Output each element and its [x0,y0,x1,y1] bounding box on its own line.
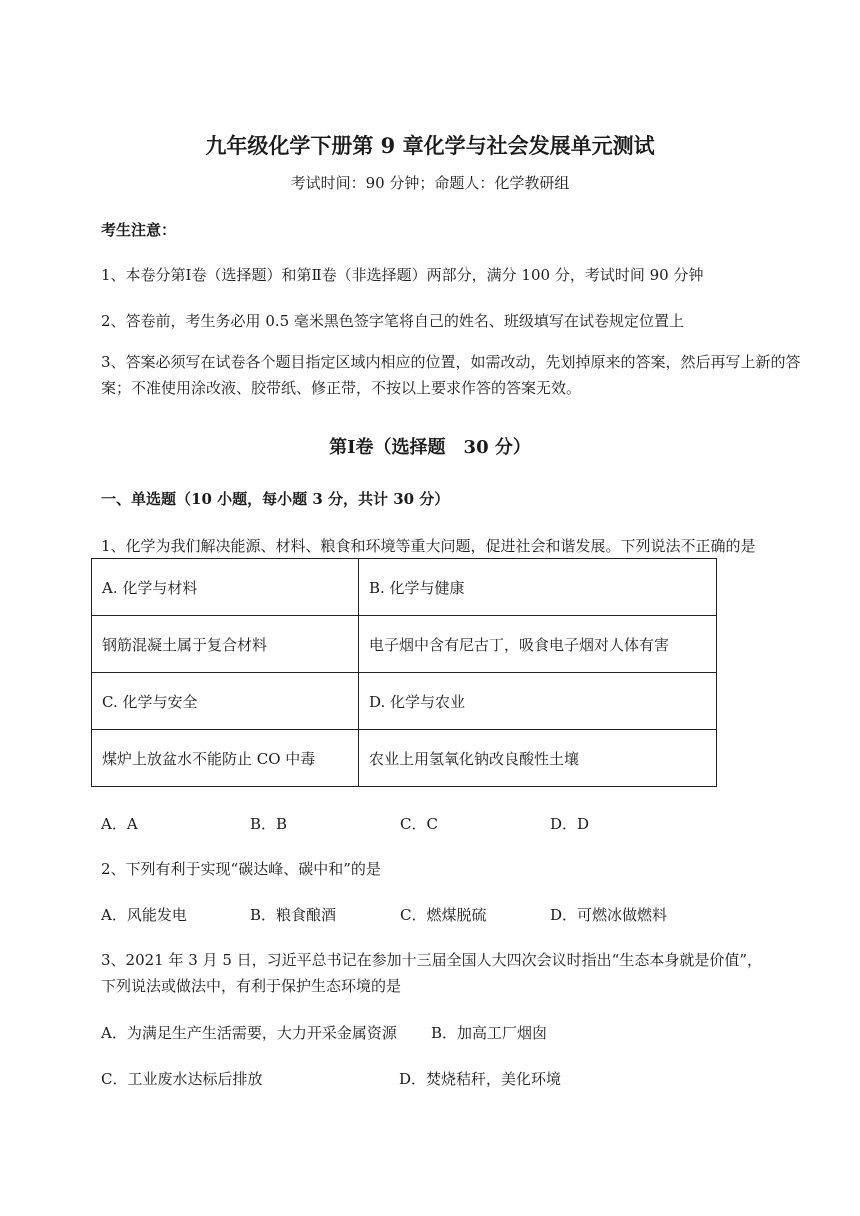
answer-option[interactable]: B．加高工厂烟囱 [431,1024,548,1042]
answer-option[interactable]: D．可燃冰做燃料 [550,906,668,924]
answer-option[interactable]: C．工业废水达标后排放 [101,1070,263,1088]
table-cell: C. 化学与安全 [92,673,359,730]
choice-table [91,558,717,787]
notice-heading: 考生注意： [101,221,177,239]
answer-option[interactable]: A．A [101,815,138,833]
part-heading: 一、单选题（10 小题，每小题 3 分，共计 30 分） [101,490,450,508]
table-row [92,559,717,616]
question-stem: 2、下列有利于实现“碳达峰、碳中和”的是 [101,860,381,878]
answer-option[interactable]: D．D [550,815,590,833]
table-cell: 煤炉上放盆水不能防止 CO 中毒 [92,730,359,787]
answer-option[interactable]: C．C [400,815,438,833]
table-cell: A. 化学与材料 [92,559,359,616]
notice-item: 2、答卷前，考生务必用 0.5 毫米黑色签字笔将自己的姓名、班级填写在试卷规定位置上 [101,312,684,330]
notice-item: 3、答案必须写在试卷各个题目指定区域内相应的位置，如需改动，先划掉原来的答案，然后再写上新的答案；不准使用涂改液、胶带纸、修正带，不按以上要求作答的答案无效。 [101,353,801,397]
section-title: 第Ⅰ卷（选择题 30 分） [329,437,531,458]
exam-info: 考试时间：90 分钟；命题人：化学教研组 [290,174,570,192]
table-row [92,616,717,673]
table-cell: D. 化学与农业 [359,673,717,730]
table-cell: 电子烟中含有尼古丁，吸食电子烟对人体有害 [359,616,717,673]
answer-option[interactable]: C．燃煤脱硫 [400,906,487,924]
question-stem: 下列说法或做法中，有利于保护生态环境的是 [101,977,402,995]
question-stem: 3、2021 年 3 月 5 日，习近平总书记在参加十三届全国人大四次会议时指出“生态本身就是价值”， [101,951,762,969]
table-cell: 钢筋混凝土属于复合材料 [92,616,359,673]
answer-option[interactable]: A．为满足生产生活需要，大力开采金属资源 [101,1024,397,1042]
answer-option[interactable]: D．焚烧秸秆，美化环境 [399,1070,562,1088]
document-title: 九年级化学下册第 9 章化学与社会发展单元测试 [205,133,655,158]
answer-option[interactable]: A．风能发电 [101,906,187,924]
table-row [92,730,717,787]
table-row [92,673,717,730]
notice-item: 1、本卷分第Ⅰ卷（选择题）和第Ⅱ卷（非选择题）两部分，满分 100 分，考试时间 90 分钟 [101,266,704,284]
question-stem: 1、化学为我们解决能源、材料、粮食和环境等重大问题，促进社会和谐发展。下列说法不正确的是 [101,537,756,555]
answer-option[interactable]: B．粮食酿酒 [250,906,337,924]
table-cell: 农业上用氢氧化钠改良酸性土壤 [359,730,717,787]
table-cell: B. 化学与健康 [359,559,717,616]
answer-option[interactable]: B．B [250,815,288,833]
